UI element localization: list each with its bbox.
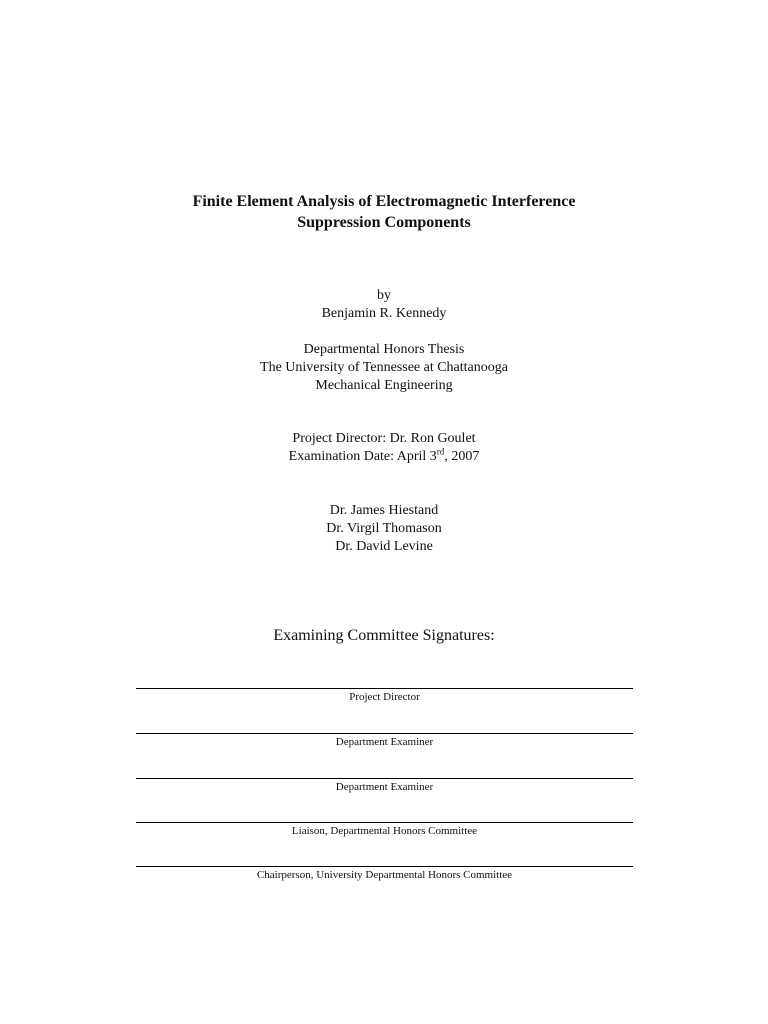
thesis-title-line-1: Finite Element Analysis of Electromagnetic Interference — [192, 193, 576, 210]
thesis-info-block — [0, 341, 768, 395]
signature-line — [136, 778, 633, 779]
examination-date-suffix: , 2007 — [444, 449, 480, 464]
examination-date — [0, 448, 768, 466]
committee-member: Dr. Virgil Thomason — [326, 521, 442, 536]
signatures-heading: Examining Committee Signatures: — [273, 627, 495, 644]
signature-line — [136, 822, 633, 823]
thesis-type: Departmental Honors Thesis — [303, 342, 465, 357]
signature-label: Chairperson, University Departmental Honors Committee — [256, 869, 513, 881]
signature-line — [136, 866, 633, 867]
project-director: Project Director: Dr. Ron Goulet — [292, 431, 476, 446]
author-block — [0, 287, 768, 323]
signature-line — [136, 688, 633, 689]
signature-row — [136, 778, 633, 794]
signature-row — [136, 822, 633, 838]
director-block — [0, 430, 768, 466]
examination-date-ordinal: rd — [436, 446, 445, 457]
university-name: The University of Tennessee at Chattanooga — [260, 360, 508, 375]
examination-date-prefix: Examination Date: April 3 — [288, 449, 437, 464]
author-name: Benjamin R. Kennedy — [321, 306, 447, 321]
signature-row — [136, 866, 633, 882]
signature-row — [136, 688, 633, 704]
thesis-title-line-2: Suppression Components — [297, 214, 471, 231]
signature-label: Department Examiner — [335, 781, 434, 793]
signature-label: Liaison, Departmental Honors Committee — [291, 825, 478, 837]
committee-members — [0, 502, 768, 556]
signature-row — [136, 733, 633, 749]
by-label: by — [377, 288, 391, 303]
committee-member: Dr. David Levine — [335, 539, 433, 554]
signature-label: Project Director — [349, 691, 420, 703]
thesis-title — [0, 191, 768, 233]
committee-member: Dr. James Hiestand — [329, 503, 439, 518]
signature-line — [136, 733, 633, 734]
signature-label: Department Examiner — [335, 736, 434, 748]
department-name: Mechanical Engineering — [315, 378, 453, 393]
